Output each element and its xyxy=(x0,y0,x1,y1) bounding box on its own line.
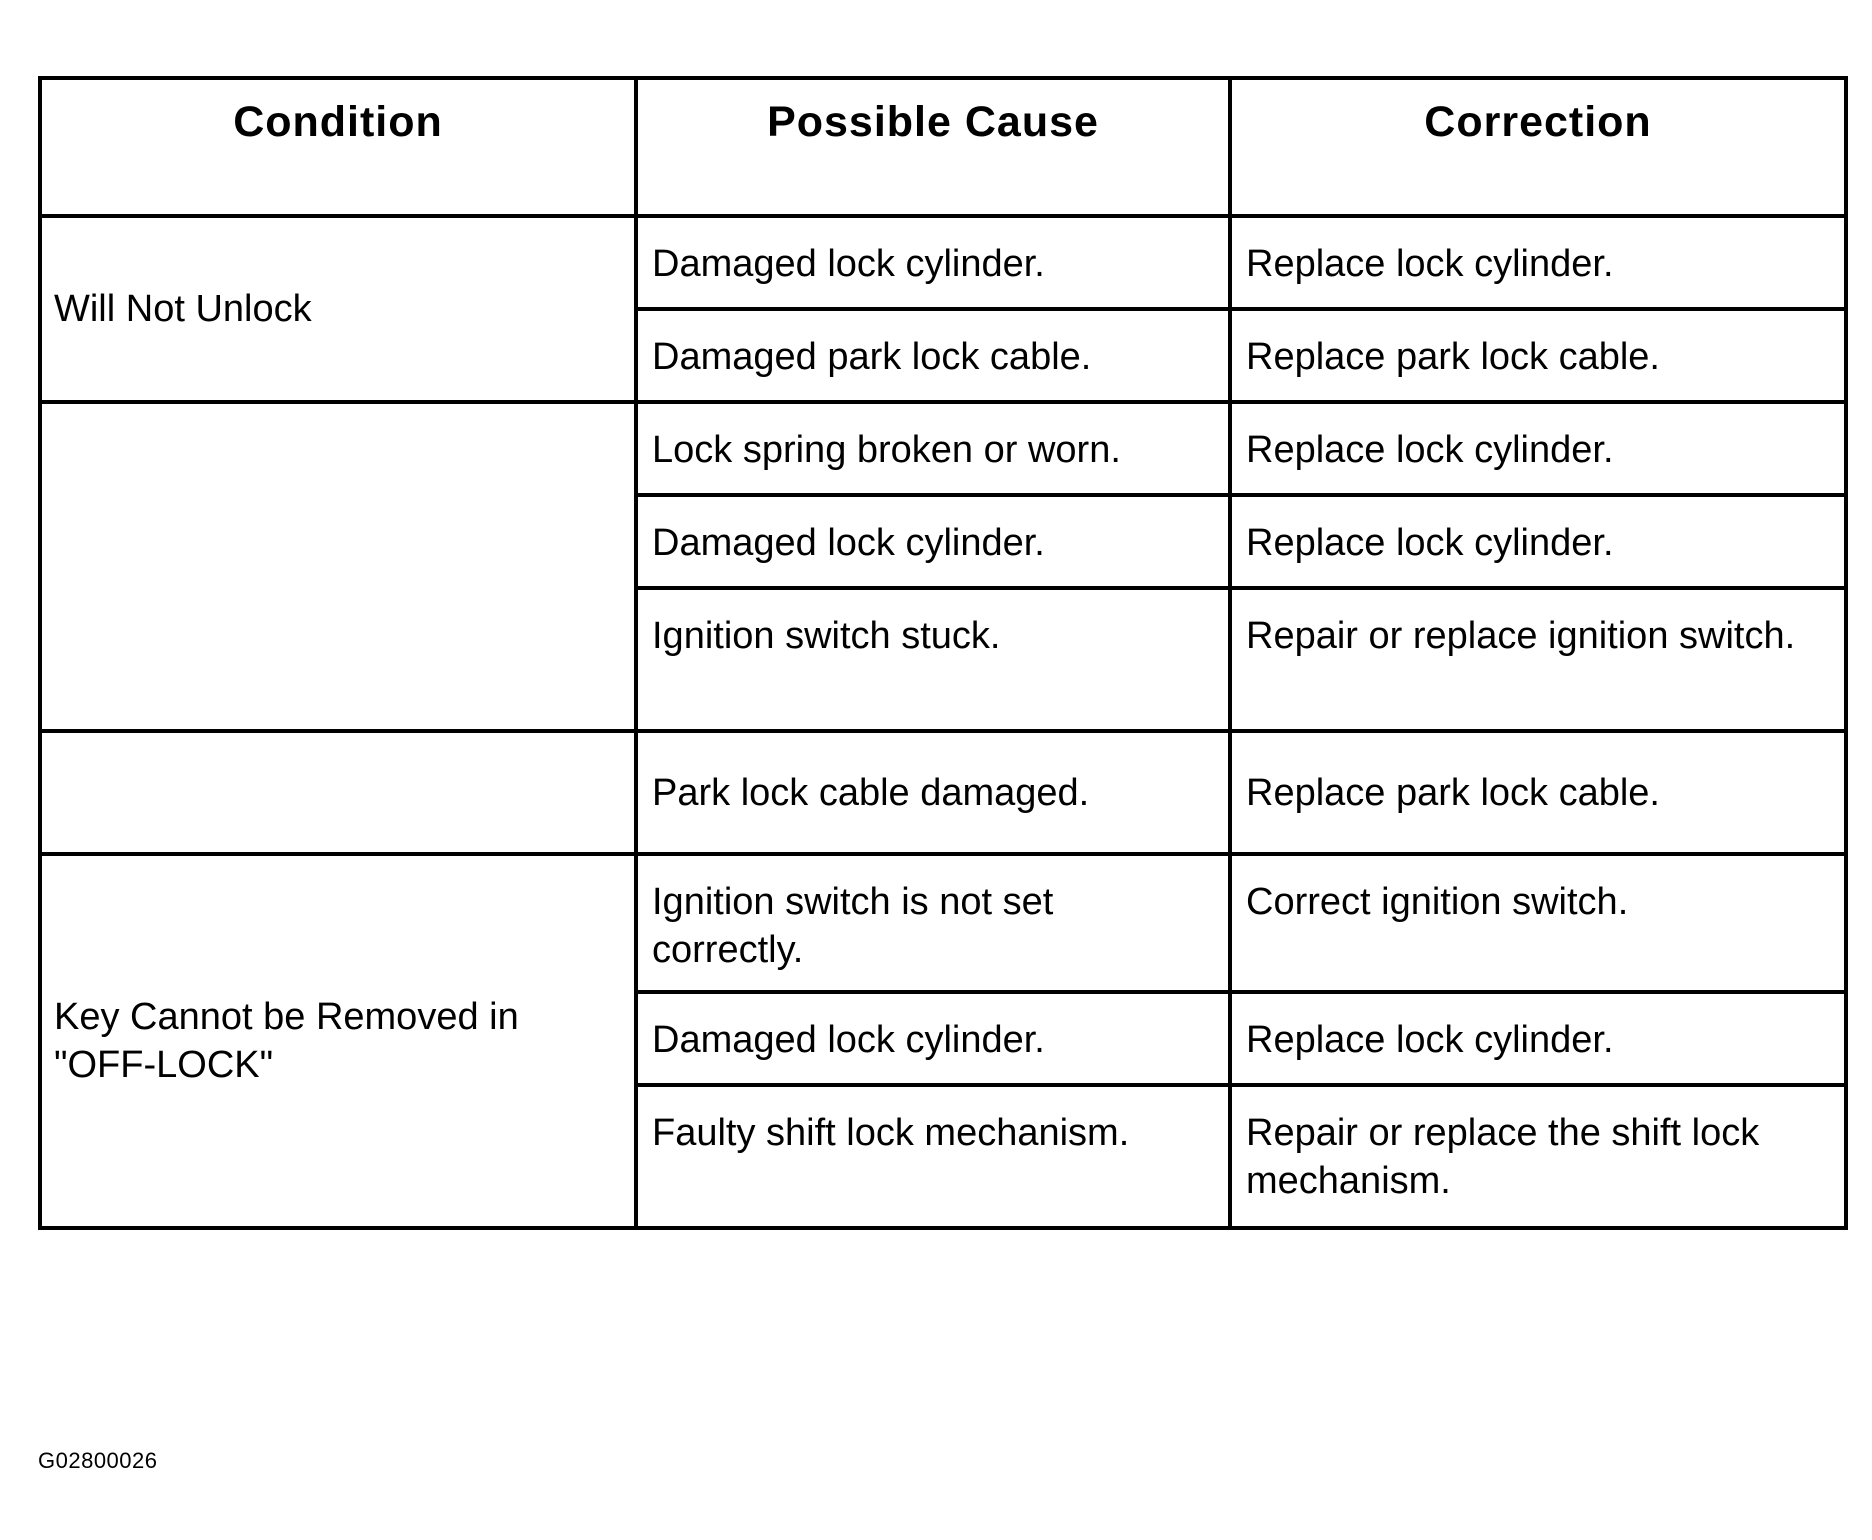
cause-cell: Damaged lock cylinder. xyxy=(636,992,1230,1085)
correction-cell: Replace park lock cable. xyxy=(1230,309,1846,402)
table-row xyxy=(40,731,1846,854)
correction-cell: Replace lock cylinder. xyxy=(1230,216,1846,309)
condition-cell xyxy=(40,731,636,854)
correction-cell: Repair or replace ignition switch. xyxy=(1230,588,1846,731)
condition-cell: Key Cannot be Removed in "OFF-LOCK" xyxy=(40,854,636,1228)
cause-cell: Ignition switch is not set correctly. xyxy=(636,854,1230,992)
cause-cell: Ignition switch stuck. xyxy=(636,588,1230,731)
diagnosis-table xyxy=(38,76,1848,1230)
correction-cell: Replace park lock cable. xyxy=(1230,731,1846,854)
table-header-row xyxy=(40,78,1846,216)
column-header-correction: Correction xyxy=(1230,78,1846,216)
table-row xyxy=(40,402,1846,495)
condition-cell: Will Not Unlock xyxy=(40,216,636,402)
column-header-possible-cause: Possible Cause xyxy=(636,78,1230,216)
cause-cell: Damaged park lock cable. xyxy=(636,309,1230,402)
correction-cell: Replace lock cylinder. xyxy=(1230,495,1846,588)
correction-cell: Repair or replace the shift lock mechanism. xyxy=(1230,1085,1846,1228)
cause-cell: Park lock cable damaged. xyxy=(636,731,1230,854)
column-header-condition: Condition xyxy=(40,78,636,216)
condition-cell xyxy=(40,402,636,731)
cause-cell: Faulty shift lock mechanism. xyxy=(636,1085,1230,1228)
figure-id: G02800026 xyxy=(38,1448,158,1473)
correction-cell: Correct ignition switch. xyxy=(1230,854,1846,992)
cause-cell: Damaged lock cylinder. xyxy=(636,216,1230,309)
cause-cell: Lock spring broken or worn. xyxy=(636,402,1230,495)
table-row xyxy=(40,216,1846,309)
correction-cell: Replace lock cylinder. xyxy=(1230,402,1846,495)
correction-cell: Replace lock cylinder. xyxy=(1230,992,1846,1085)
table-row xyxy=(40,854,1846,992)
cause-cell: Damaged lock cylinder. xyxy=(636,495,1230,588)
